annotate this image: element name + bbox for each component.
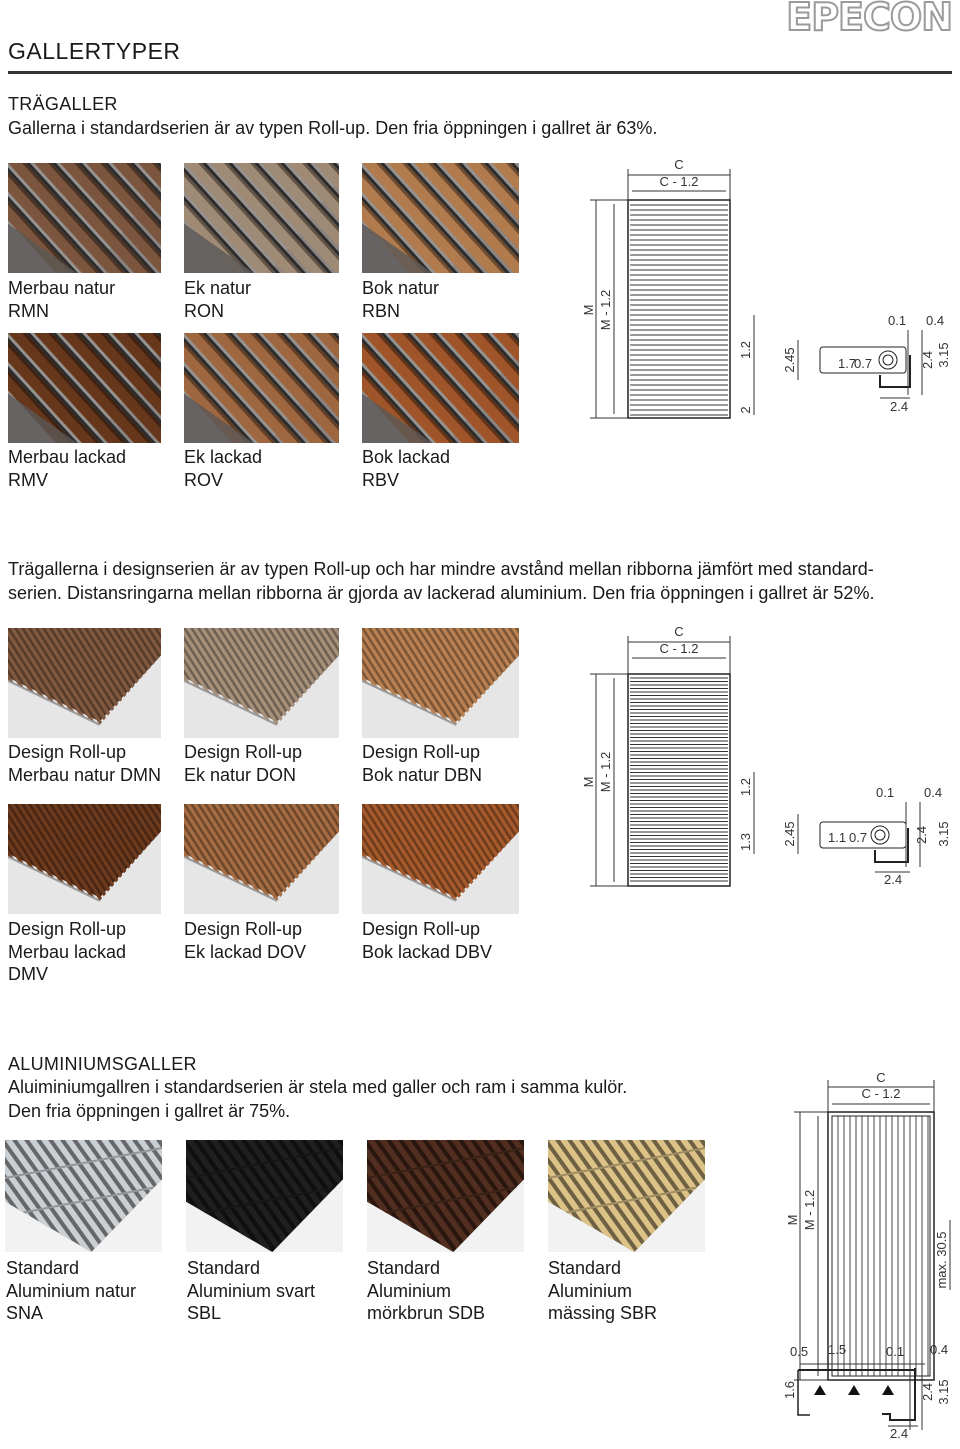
swatch-design-merbau-lackad [8, 804, 161, 914]
swatch-design-ek-natur [184, 628, 339, 738]
dim-0-1: 0.1 [876, 785, 895, 800]
dim-1-1: 1.1 [828, 830, 847, 845]
dim-m: M [581, 776, 596, 788]
aluminium-profile-detail [780, 1340, 960, 1445]
label-merbau-lackad: Merbau lackad RMV [8, 447, 127, 490]
swatch-design-merbau-natur [8, 628, 161, 738]
swatch-ek-lackad [184, 333, 339, 443]
dim-max-30-5: max. 30.5 [934, 1231, 949, 1289]
dim-2-45: 2.45 [782, 347, 797, 373]
dimension-drawing-standard-rollup [570, 155, 960, 425]
design-series-text: Trägallerna i designserien är av typen Roll-up och har mindre avstånd mellan ribborna jämfört med standard- serien. Distansringarna mellan ribborna är gjorda av lackerad aluminium. Den fria öppningen i gallret är 52%. [8, 559, 875, 603]
dim-2-45: 2.45 [782, 821, 797, 847]
swatch-bok-lackad [362, 333, 519, 443]
dim-2-4-horizontal: 2.4 [890, 399, 909, 414]
dim-3-15: 3.15 [936, 342, 951, 368]
dim-2-4-vertical: 2.4 [914, 825, 929, 845]
swatch-design-bok-lackad [362, 804, 519, 914]
dim-0-4: 0.4 [930, 1342, 949, 1357]
dim-0-7: 0.7 [854, 356, 873, 371]
dim-m: M [581, 304, 596, 316]
page-title: GALLERTYPER [8, 38, 181, 64]
dim-0-4: 0.4 [926, 313, 945, 328]
dim-2-4-horizontal: 2.4 [890, 1426, 909, 1441]
swatch-merbau-lackad [8, 333, 161, 443]
label-design-ek-natur: Design Roll-up Ek natur DON [184, 742, 303, 785]
swatch-aluminium-svart [186, 1140, 343, 1252]
dim-1-3: 1.3 [738, 832, 753, 852]
dim-1-6: 1.6 [782, 1380, 797, 1400]
dim-1-2: 1.2 [738, 777, 753, 797]
swatch-ek-natur [184, 163, 339, 273]
dim-1-2: 1.2 [738, 340, 753, 360]
dim-0-1: 0.1 [886, 1344, 905, 1359]
label-aluminium-natur: Standard Aluminium natur SNA [6, 1258, 137, 1323]
dim-3-15: 3.15 [936, 1379, 951, 1405]
swatch-aluminium-natur [5, 1140, 162, 1252]
dim-1-5: 1.5 [828, 1342, 847, 1357]
dim-0-4: 0.4 [924, 785, 943, 800]
dim-0-1: 0.1 [888, 313, 907, 328]
label-ek-lackad: Ek lackad ROV [184, 447, 263, 490]
section-heading-tragaller: TRÄGALLER [8, 94, 118, 114]
dim-m12: M - 1.2 [802, 1189, 817, 1231]
aluminium-intro: Aluiminiumgallren i standardserien är stela med galler och ram i samma kulör. Den fria öppningen i gallret är 75%. [8, 1077, 628, 1121]
dim-2-4-vertical: 2.4 [920, 1382, 935, 1402]
dim-0-7: 0.7 [849, 830, 868, 845]
label-aluminium-massing: Standard Aluminium mässing SBR [548, 1258, 658, 1323]
dim-c: C [674, 157, 684, 172]
dim-m12: M - 1.2 [598, 751, 613, 793]
dim-2: 2 [738, 406, 753, 414]
swatch-bok-natur [362, 163, 519, 273]
label-bok-lackad: Bok lackad RBV [362, 447, 451, 490]
label-aluminium-morkbrun: Standard Aluminium mörkbrun SDB [367, 1258, 486, 1323]
label-bok-natur: Bok natur RBN [362, 278, 440, 321]
swatch-aluminium-massing [548, 1140, 705, 1252]
dim-2-4-vertical: 2.4 [920, 350, 935, 370]
swatch-aluminium-morkbrun [367, 1140, 524, 1252]
dim-c12: C - 1.2 [659, 174, 699, 189]
swatch-design-bok-natur [362, 628, 519, 738]
dim-m12: M - 1.2 [598, 289, 613, 331]
label-design-ek-lackad: Design Roll-up Ek lackad DOV [184, 919, 307, 962]
dim-2-4-horizontal: 2.4 [884, 872, 903, 887]
dim-c12: C - 1.2 [659, 641, 699, 656]
label-aluminium-svart: Standard Aluminium svart SBL [187, 1258, 316, 1323]
label-design-bok-natur: Design Roll-up Bok natur DBN [362, 742, 483, 785]
section-heading-aluminium: ALUMINIUMSGALLER [8, 1054, 197, 1074]
dim-c: C [876, 1070, 886, 1085]
dim-0-5: 0.5 [790, 1344, 809, 1359]
swatch-design-ek-lackad [184, 804, 339, 914]
label-design-bok-lackad: Design Roll-up Bok lackad DBV [362, 919, 493, 962]
dim-3-15: 3.15 [936, 821, 951, 847]
dim-c: C [674, 624, 684, 639]
label-ek-natur: Ek natur RON [184, 278, 252, 321]
label-design-merbau-lackad: Design Roll-up Merbau lackad DMV [8, 919, 127, 984]
dim-m: M [785, 1214, 800, 1226]
epecon-logo: EPECON [786, 0, 952, 39]
dim-c12: C - 1.2 [861, 1086, 901, 1101]
swatch-merbau-natur [8, 163, 161, 273]
label-design-merbau-natur: Design Roll-up Merbau natur DMN [8, 742, 162, 785]
dim-1-7: 1.7 [838, 356, 857, 371]
tragaller-intro: Gallerna i standardserien är av typen Roll-up. Den fria öppningen i gallret är 63%. [8, 118, 658, 138]
label-merbau-natur: Merbau natur RMN [8, 278, 116, 321]
dimension-drawing-design-rollup [570, 622, 960, 892]
title-divider [8, 71, 952, 74]
